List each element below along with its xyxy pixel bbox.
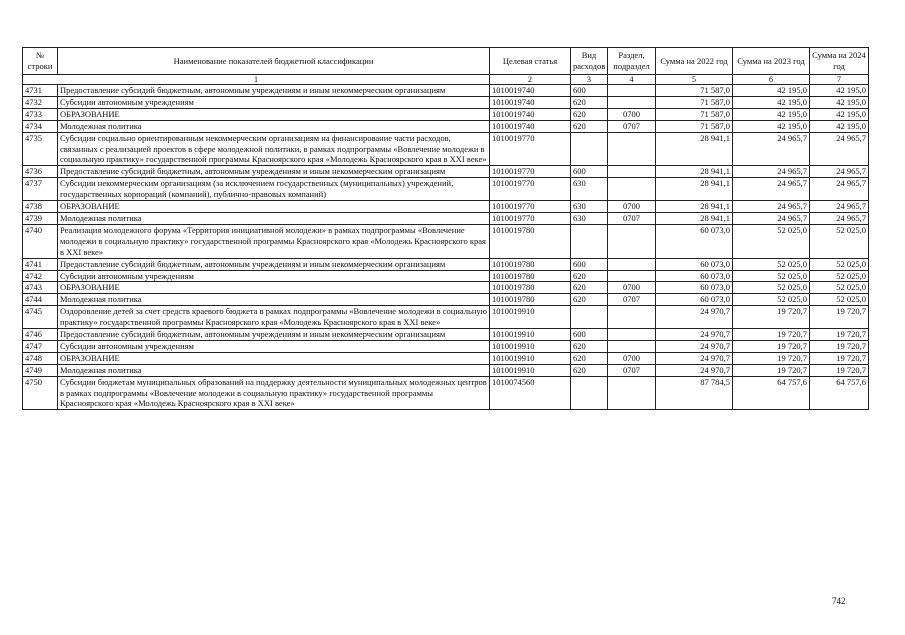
section-code (608, 96, 656, 108)
target-article: 1010019770 (490, 212, 571, 224)
sum-2023: 42 195,0 (733, 108, 810, 120)
sum-2023: 19 720,7 (733, 340, 810, 352)
indicator-name: Молодежная политика (58, 120, 490, 132)
expense-type: 620 (571, 352, 608, 364)
expense-type (571, 376, 608, 410)
table-row (23, 270, 869, 282)
expense-type: 620 (571, 282, 608, 294)
sum-2024: 42 195,0 (810, 96, 869, 108)
target-article: 1010019910 (490, 329, 571, 341)
sum-2023: 42 195,0 (733, 120, 810, 132)
table-row (23, 85, 869, 97)
section-code (608, 132, 656, 166)
indicator-name: Реализация молодежного форума «Территория инициативной молодежи» в рамках подпрограммы «Вовлечение молодежи в социальную практику» государственной программы Красноярского края «Молодежь Красноярского края в XXI веке» (58, 224, 490, 258)
target-article: 1010019770 (490, 178, 571, 201)
indicator-name: Молодежная политика (58, 294, 490, 306)
column-number: 1 (23, 75, 490, 85)
table-row (23, 201, 869, 213)
table-row (23, 282, 869, 294)
sum-2023: 64 757,6 (733, 376, 810, 410)
sum-2022: 24 970,7 (656, 340, 733, 352)
table-row (23, 224, 869, 258)
row-number: 4744 (23, 294, 58, 306)
indicator-name: Предоставление субсидий бюджетным, автономным учреждениям и иным некоммерческим организациям (58, 85, 490, 97)
sum-2022: 28 941,1 (656, 212, 733, 224)
table-row (23, 294, 869, 306)
sum-2024: 24 965,7 (810, 212, 869, 224)
row-number: 4737 (23, 178, 58, 201)
row-number: 4742 (23, 270, 58, 282)
expense-type: 620 (571, 270, 608, 282)
target-article: 1010019780 (490, 258, 571, 270)
sum-2023: 24 965,7 (733, 212, 810, 224)
header-sum-2023: Сумма на 2023 год (733, 48, 810, 75)
section-code (608, 306, 656, 329)
expense-type (571, 132, 608, 166)
section-code (608, 85, 656, 97)
target-article: 1010019780 (490, 224, 571, 258)
indicator-name: Оздоровление детей за счет средств краевого бюджета в рамках подпрограммы «Вовлечение молодежи в социальную практику» государственной программы Красноярского края «Молодежь Красноярского края в XXI веке» (58, 306, 490, 329)
sum-2022: 71 587,0 (656, 96, 733, 108)
sum-2023: 52 025,0 (733, 270, 810, 282)
expense-type: 630 (571, 212, 608, 224)
target-article: 1010019780 (490, 294, 571, 306)
expense-type: 630 (571, 178, 608, 201)
sum-2023: 19 720,7 (733, 352, 810, 364)
table-row (23, 212, 869, 224)
target-article: 1010019740 (490, 120, 571, 132)
section-code: 0707 (608, 212, 656, 224)
sum-2022: 24 970,7 (656, 364, 733, 376)
table-row (23, 108, 869, 120)
page-number: 742 (832, 596, 846, 606)
row-number: 4750 (23, 376, 58, 410)
target-article: 1010019910 (490, 340, 571, 352)
sum-2024: 19 720,7 (810, 340, 869, 352)
header-target-article: Целевая статья (490, 48, 571, 75)
sum-2024: 42 195,0 (810, 85, 869, 97)
header-indicator-name: Наименование показателей бюджетной классификации (58, 48, 490, 75)
table-row (23, 352, 869, 364)
row-number: 4733 (23, 108, 58, 120)
column-number: 2 (490, 75, 571, 85)
table-row (23, 178, 869, 201)
sum-2022: 28 941,1 (656, 178, 733, 201)
sum-2023: 52 025,0 (733, 282, 810, 294)
expense-type: 620 (571, 96, 608, 108)
expense-type (571, 306, 608, 329)
row-number: 4739 (23, 212, 58, 224)
indicator-name: Молодежная политика (58, 364, 490, 376)
column-number-row (23, 75, 869, 85)
sum-2022: 60 073,0 (656, 224, 733, 258)
row-number: 4735 (23, 132, 58, 166)
section-code (608, 270, 656, 282)
sum-2024: 42 195,0 (810, 108, 869, 120)
section-code: 0700 (608, 108, 656, 120)
header-expense-type: Вид расходов (571, 48, 608, 75)
row-number: 4732 (23, 96, 58, 108)
sum-2023: 24 965,7 (733, 201, 810, 213)
target-article: 1010019770 (490, 132, 571, 166)
sum-2024: 19 720,7 (810, 352, 869, 364)
sum-2024: 52 025,0 (810, 270, 869, 282)
section-code (608, 329, 656, 341)
header-sum-2022: Сумма на 2022 год (656, 48, 733, 75)
row-number: 4749 (23, 364, 58, 376)
sum-2024: 24 965,7 (810, 166, 869, 178)
sum-2022: 24 970,7 (656, 306, 733, 329)
column-number: 6 (733, 75, 810, 85)
section-code (608, 340, 656, 352)
expense-type: 600 (571, 85, 608, 97)
indicator-name: Субсидии бюджетам муниципальных образований на поддержку деятельности муниципальных молодежных центров в рамках подпрограммы «Вовлечение молодежи в социальную практику» государственной программы Красноярского края «Молодежь Красноярского края в XXI веке» (58, 376, 490, 410)
section-code (608, 178, 656, 201)
sum-2024: 52 025,0 (810, 224, 869, 258)
sum-2022: 60 073,0 (656, 294, 733, 306)
section-code (608, 376, 656, 410)
sum-2022: 28 941,1 (656, 166, 733, 178)
sum-2024: 24 965,7 (810, 178, 869, 201)
table-row (23, 340, 869, 352)
row-number: 4734 (23, 120, 58, 132)
expense-type: 620 (571, 108, 608, 120)
header-sum-2024: Сумма на 2024 год (810, 48, 869, 75)
sum-2023: 24 965,7 (733, 178, 810, 201)
sum-2024: 42 195,0 (810, 120, 869, 132)
header-row-number: № строки (23, 48, 58, 75)
section-code: 0707 (608, 294, 656, 306)
table-row (23, 132, 869, 166)
header-section: Раздел, подраздел (608, 48, 656, 75)
expense-type: 600 (571, 258, 608, 270)
target-article: 1010019770 (490, 166, 571, 178)
sum-2024: 52 025,0 (810, 294, 869, 306)
indicator-name: Субсидии автономным учреждениям (58, 96, 490, 108)
section-code: 0700 (608, 352, 656, 364)
target-article: 1010019780 (490, 282, 571, 294)
sum-2023: 42 195,0 (733, 96, 810, 108)
table-row (23, 96, 869, 108)
column-number: 5 (656, 75, 733, 85)
indicator-name: ОБРАЗОВАНИЕ (58, 352, 490, 364)
header-row (23, 48, 869, 75)
row-number: 4746 (23, 329, 58, 341)
row-number: 4740 (23, 224, 58, 258)
indicator-name: Субсидии автономным учреждениям (58, 340, 490, 352)
row-number: 4738 (23, 201, 58, 213)
row-number: 4736 (23, 166, 58, 178)
target-article: 1010019910 (490, 306, 571, 329)
sum-2024: 19 720,7 (810, 364, 869, 376)
table-row (23, 364, 869, 376)
expense-type (571, 224, 608, 258)
table-row (23, 166, 869, 178)
indicator-name: Молодежная политика (58, 212, 490, 224)
table-row (23, 329, 869, 341)
section-code: 0707 (608, 120, 656, 132)
sum-2024: 19 720,7 (810, 329, 869, 341)
sum-2024: 52 025,0 (810, 258, 869, 270)
sum-2023: 42 195,0 (733, 85, 810, 97)
sum-2022: 71 587,0 (656, 120, 733, 132)
indicator-name: Субсидии некоммерческим организациям (за исключением государственных (муниципальных) учреждений, государственных корпораций (компаний), публично-правовых компаний) (58, 178, 490, 201)
indicator-name: Предоставление субсидий бюджетным, автономным учреждениям и иным некоммерческим организациям (58, 258, 490, 270)
table-row (23, 258, 869, 270)
column-number: 4 (608, 75, 656, 85)
column-number: 7 (810, 75, 869, 85)
section-code (608, 166, 656, 178)
sum-2022: 87 784,5 (656, 376, 733, 410)
indicator-name: Предоставление субсидий бюджетным, автономным учреждениям и иным некоммерческим организациям (58, 329, 490, 341)
section-code (608, 224, 656, 258)
row-number: 4747 (23, 340, 58, 352)
expense-type: 600 (571, 166, 608, 178)
sum-2023: 52 025,0 (733, 224, 810, 258)
expense-type: 620 (571, 294, 608, 306)
sum-2024: 64 757,6 (810, 376, 869, 410)
target-article: 1010019910 (490, 364, 571, 376)
target-article: 1010019770 (490, 201, 571, 213)
sum-2024: 19 720,7 (810, 306, 869, 329)
sum-2024: 24 965,7 (810, 132, 869, 166)
indicator-name: Субсидии социально ориентированным некоммерческим организациям на финансирование части расходов, связанных с реализацией проектов в сфере молодежной политики, в рамках подпрограммы «Вовлечение молодежи в социальную практику» государственной программы Красноярского края «Молодежь Красноярского края в XXI веке» (58, 132, 490, 166)
sum-2023: 24 965,7 (733, 166, 810, 178)
sum-2022: 60 073,0 (656, 258, 733, 270)
sum-2023: 52 025,0 (733, 258, 810, 270)
section-code: 0700 (608, 282, 656, 294)
table-row (23, 376, 869, 410)
row-number: 4731 (23, 85, 58, 97)
section-code: 0700 (608, 201, 656, 213)
sum-2023: 52 025,0 (733, 294, 810, 306)
expense-type: 620 (571, 364, 608, 376)
sum-2023: 19 720,7 (733, 329, 810, 341)
table-row (23, 120, 869, 132)
section-code: 0707 (608, 364, 656, 376)
row-number: 4741 (23, 258, 58, 270)
target-article: 1010019740 (490, 96, 571, 108)
sum-2022: 60 073,0 (656, 282, 733, 294)
row-number: 4743 (23, 282, 58, 294)
target-article: 1010019780 (490, 270, 571, 282)
expense-type: 630 (571, 201, 608, 213)
indicator-name: ОБРАЗОВАНИЕ (58, 201, 490, 213)
sum-2022: 24 970,7 (656, 329, 733, 341)
sum-2024: 24 965,7 (810, 201, 869, 213)
sum-2023: 19 720,7 (733, 306, 810, 329)
indicator-name: Субсидии автономным учреждениям (58, 270, 490, 282)
table-row (23, 306, 869, 329)
target-article: 1010019910 (490, 352, 571, 364)
sum-2022: 71 587,0 (656, 85, 733, 97)
expense-type: 620 (571, 340, 608, 352)
indicator-name: ОБРАЗОВАНИЕ (58, 282, 490, 294)
expense-type: 600 (571, 329, 608, 341)
sum-2022: 28 941,1 (656, 132, 733, 166)
target-article: 1010019740 (490, 85, 571, 97)
indicator-name: ОБРАЗОВАНИЕ (58, 108, 490, 120)
row-number: 4745 (23, 306, 58, 329)
expense-type: 620 (571, 120, 608, 132)
column-number: 3 (571, 75, 608, 85)
row-number: 4748 (23, 352, 58, 364)
sum-2024: 52 025,0 (810, 282, 869, 294)
sum-2022: 71 587,0 (656, 108, 733, 120)
sum-2023: 24 965,7 (733, 132, 810, 166)
sum-2022: 60 073,0 (656, 270, 733, 282)
sum-2023: 19 720,7 (733, 364, 810, 376)
budget-table (22, 47, 869, 410)
sum-2022: 28 941,1 (656, 201, 733, 213)
target-article: 1010074560 (490, 376, 571, 410)
section-code (608, 258, 656, 270)
sum-2022: 24 970,7 (656, 352, 733, 364)
indicator-name: Предоставление субсидий бюджетным, автономным учреждениям и иным некоммерческим организациям (58, 166, 490, 178)
target-article: 1010019740 (490, 108, 571, 120)
